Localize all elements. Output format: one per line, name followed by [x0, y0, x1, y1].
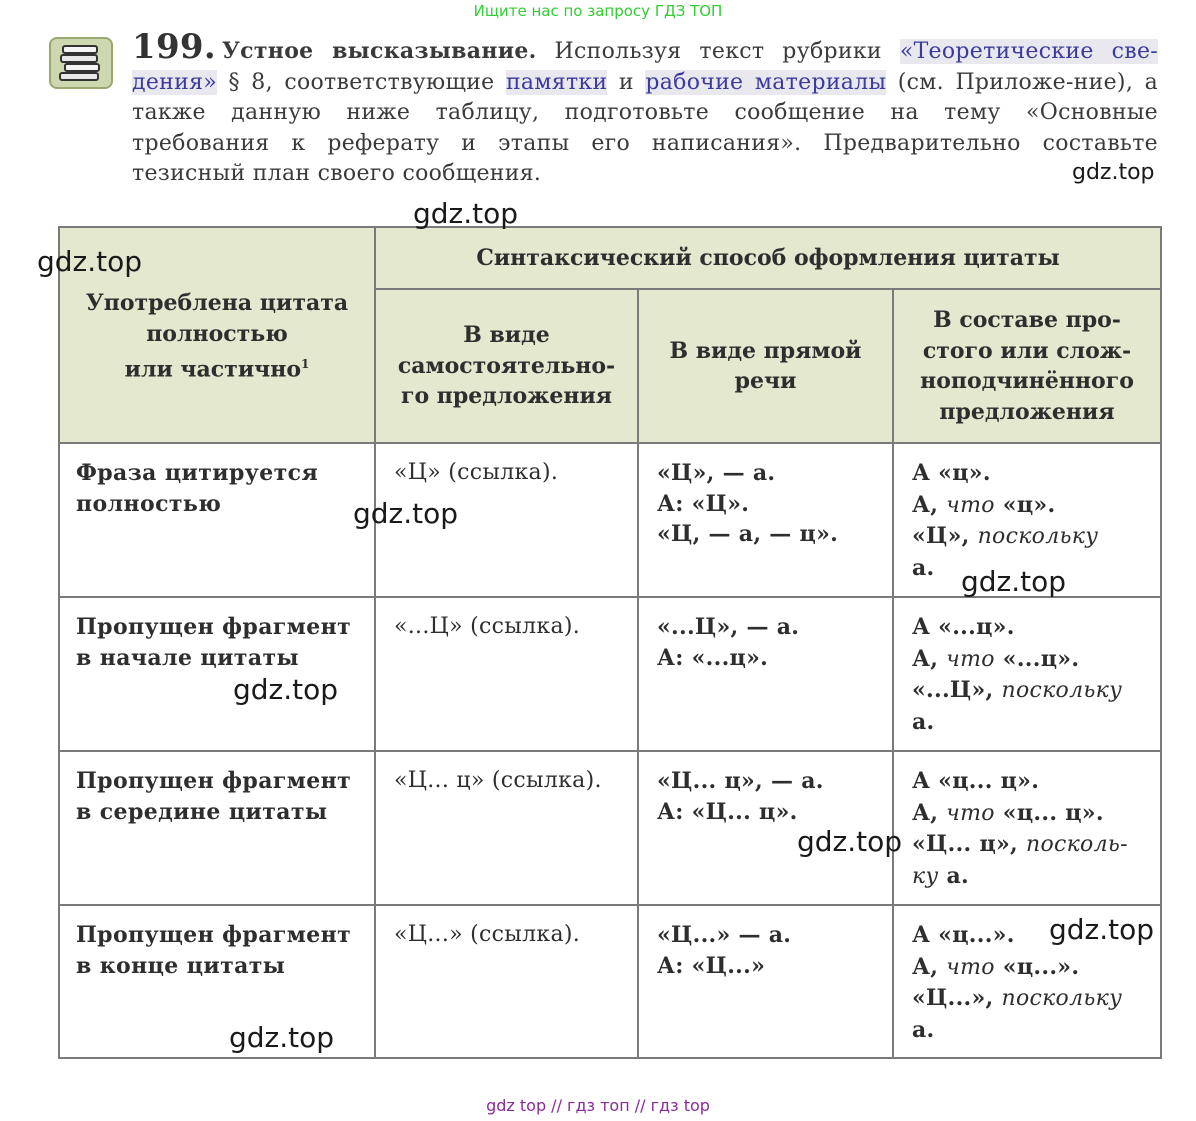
watermark: gdz.top — [413, 197, 519, 230]
task-text-1: Используя текст рубрики — [536, 39, 900, 64]
citation-table — [58, 226, 1162, 1059]
watermark: gdz.top — [353, 497, 459, 530]
cell-direct: «Ц», — а. А: «Ц». «Ц, — а, — ц». — [638, 443, 893, 597]
link-memo[interactable]: памятки — [505, 69, 608, 95]
cell-separate: «...Ц» (ссылка). — [375, 597, 638, 751]
table-row — [59, 751, 1161, 905]
cell-complex: А «...ц». А, что «...ц». «...Ц», поскольку а. — [893, 597, 1161, 751]
cell-direct: «Ц... ц», — а. А: «Ц... ц». — [638, 751, 893, 905]
subheader-complex-sentence: В составе про- стого или слож- ноподчинённого предложения — [893, 289, 1161, 443]
link-theory[interactable]: «Теоретические све-дения» — [132, 39, 1158, 95]
cell-complex: А «ц... ц». А, что «ц... ц». «Ц... ц», посколь- ку а. — [893, 751, 1161, 905]
cell-complex: А «ц». А, что «ц». «Ц», поскольку а. — [893, 443, 1161, 597]
task-text-3: и — [607, 69, 646, 95]
books-icon — [49, 37, 113, 89]
header-left: Употреблена цитата полностью или частично$^1$ — [59, 227, 375, 443]
table-row — [59, 597, 1161, 751]
row-head: Пропущен фрагмент в середине цитаты — [59, 751, 375, 905]
watermark: gdz.top — [233, 673, 339, 706]
task-text-2: § 8, соответствующие — [217, 69, 506, 95]
task-text — [132, 27, 1158, 190]
footer-links[interactable]: gdz top // гдз топ // гдз top — [486, 1096, 710, 1115]
header-group: Синтаксический способ оформления цитаты — [375, 227, 1161, 289]
watermark: gdz.top — [961, 565, 1067, 598]
cell-direct: «...Ц», — а. А: «...ц». — [638, 597, 893, 751]
watermark: gdz.top — [1072, 160, 1155, 185]
cell-separate: «Ц» (ссылка). — [375, 443, 638, 597]
link-materials[interactable]: рабочие материалы — [645, 69, 887, 95]
subheader-separate-sentence: В виде самостоятельно- го предложения — [375, 289, 638, 443]
cell-separate: «Ц... ц» (ссылка). — [375, 751, 638, 905]
task-lead: Устное высказывание. — [222, 38, 537, 64]
row-head: Пропущен фрагмент в начале цитаты — [59, 597, 375, 751]
cell-complex: А «ц...». А, что «ц...». «Ц...», поскольку а. — [893, 905, 1161, 1058]
task-text-4: (см. Приложе-ние), а также данную ниже таблицу, подготовьте сообщение на тему «Основные требования к реферату и этапы его написания». Предварительно составьте тезисный план своего сообщения. — [132, 69, 1158, 186]
task-number: 199. — [132, 27, 217, 67]
table-row — [59, 905, 1161, 1058]
watermark: gdz.top — [1049, 913, 1155, 946]
watermark: gdz.top — [797, 825, 903, 858]
top-banner: Ищите нас по запросу ГДЗ ТОП — [473, 2, 723, 20]
watermark: gdz.top — [37, 245, 143, 278]
row-head: Пропущен фрагмент в конце цитаты — [59, 905, 375, 1058]
subheader-direct-speech: В виде прямой речи — [638, 289, 893, 443]
cell-separate: «Ц...» (ссылка). — [375, 905, 638, 1058]
cell-direct: «Ц...» — а. А: «Ц...» — [638, 905, 893, 1058]
watermark: gdz.top — [229, 1021, 335, 1054]
row-head: Фраза цитируется полностью — [59, 443, 375, 597]
